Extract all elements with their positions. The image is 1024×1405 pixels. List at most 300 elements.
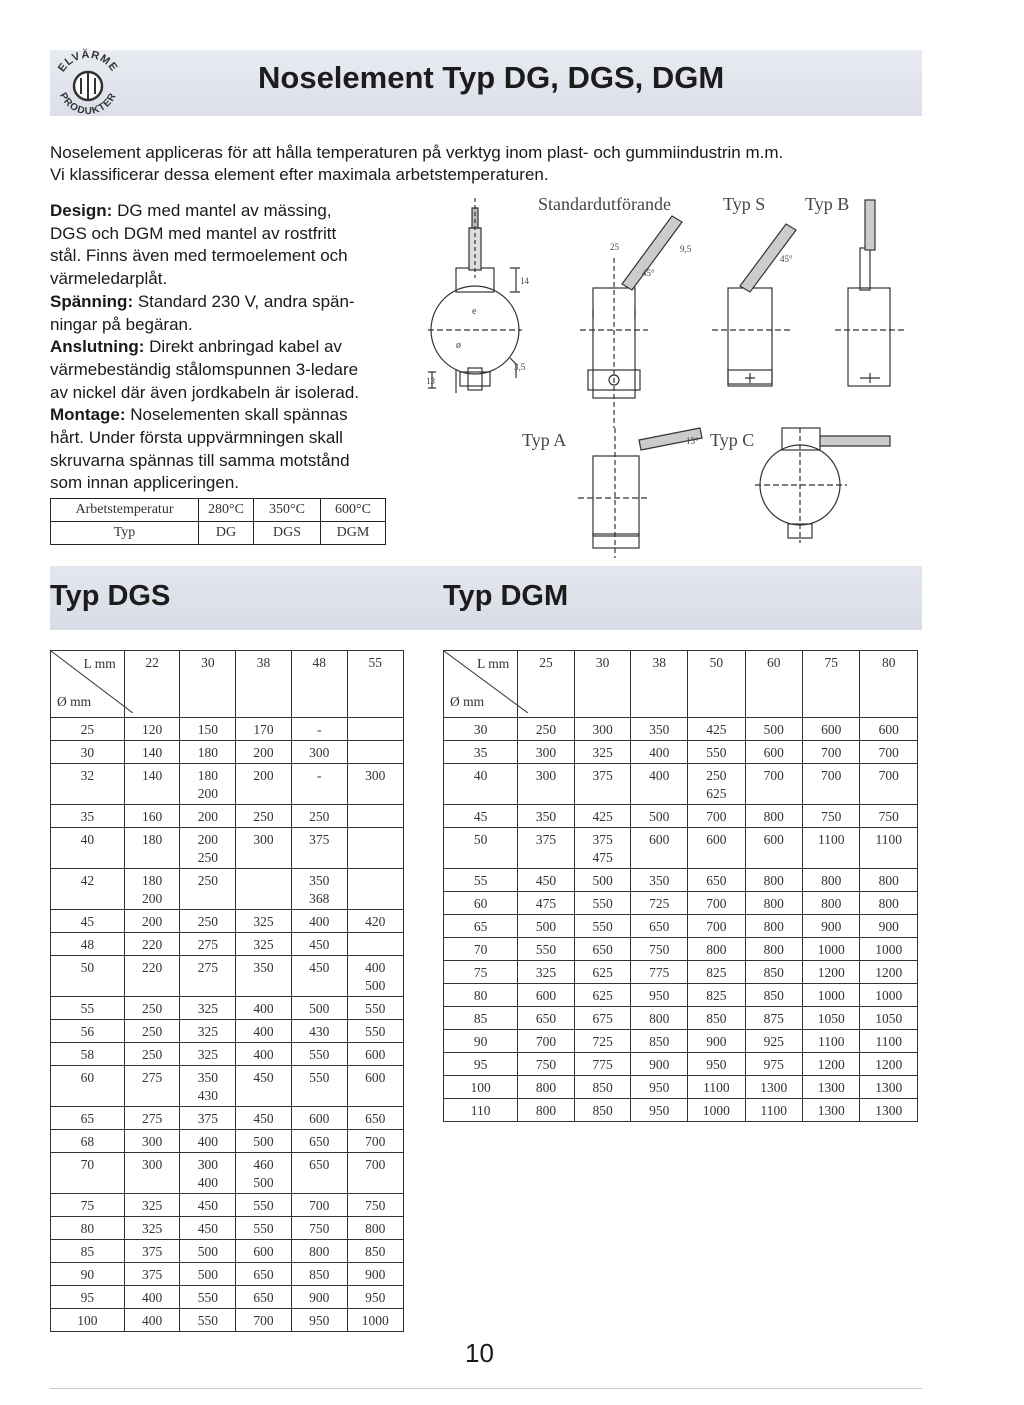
connection-text: värmebeständig stålomspunnen 3-ledare: [50, 359, 359, 379]
wattage-cell: 180 200: [180, 764, 236, 805]
wattage-cell: 450: [236, 1066, 292, 1107]
wattage-cell: 450: [291, 956, 347, 997]
wattage-cell: 650: [688, 869, 745, 892]
wattage-cell: 800: [347, 1217, 403, 1240]
wattage-cell: 400: [291, 910, 347, 933]
wattage-cell: 1200: [803, 961, 860, 984]
wattage-cell: 500: [518, 915, 575, 938]
wattage-cell: 600: [745, 741, 802, 764]
wattage-cell: 350: [631, 869, 688, 892]
table-row: [444, 1053, 918, 1076]
wattage-cell: 750: [803, 805, 860, 828]
wattage-cell: 800: [803, 892, 860, 915]
diameter-cell: 35: [51, 805, 125, 828]
wattage-cell: 700: [688, 892, 745, 915]
wattage-cell: 1000: [860, 984, 918, 1007]
wattage-cell: [347, 741, 403, 764]
temp-table-row: [51, 522, 386, 545]
wattage-cell: 700: [236, 1309, 292, 1332]
diameter-cell: 90: [444, 1030, 518, 1053]
dim-25: 25: [610, 242, 619, 252]
diameter-cell: 75: [51, 1194, 125, 1217]
diameter-cell: 90: [51, 1263, 125, 1286]
wattage-cell: 350 430: [180, 1066, 236, 1107]
table-row: [51, 910, 404, 933]
wattage-cell: 350: [236, 956, 292, 997]
dim-45b: 45°: [780, 254, 793, 264]
elvarme-logo: [48, 44, 128, 124]
wattage-cell: 250: [236, 805, 292, 828]
table-row: [444, 718, 918, 741]
table-row: [51, 718, 404, 741]
table-header-row: [51, 651, 404, 718]
wattage-cell: 700: [347, 1153, 403, 1194]
wattage-cell: 180: [124, 828, 180, 869]
column-header: 60: [745, 651, 802, 718]
table-row: [51, 1194, 404, 1217]
wattage-cell: 650: [291, 1153, 347, 1194]
dim-phi: ø: [456, 340, 461, 351]
intro-text: [50, 142, 910, 186]
wattage-cell: 700: [803, 741, 860, 764]
wattage-cell: 550: [236, 1194, 292, 1217]
table-row: [444, 961, 918, 984]
section-title-dgs: Typ DGS: [50, 580, 171, 612]
wattage-cell: 600: [347, 1043, 403, 1066]
wattage-cell: 425: [574, 805, 631, 828]
wattage-cell: 725: [574, 1030, 631, 1053]
temperature-table: [50, 498, 386, 545]
wattage-cell: 1300: [860, 1099, 918, 1122]
wattage-cell: 450: [180, 1217, 236, 1240]
table-row: [51, 764, 404, 805]
wattage-cell: 825: [688, 961, 745, 984]
table-row: [51, 1217, 404, 1240]
wattage-cell: 400: [236, 1043, 292, 1066]
mounting-text: som innan appliceringen.: [50, 473, 240, 493]
wattage-cell: 800: [518, 1076, 575, 1099]
wattage-cell: 550: [347, 997, 403, 1020]
wattage-cell: 600: [860, 718, 918, 741]
intro-line-1: Noselement appliceras för att hålla temperaturen på verktyg inom plast- och gummiindustrin m.m.: [50, 143, 784, 162]
table-row: [444, 1007, 918, 1030]
wattage-cell: 400: [631, 764, 688, 805]
svg-text:ELVÄRME: [56, 48, 120, 74]
wattage-cell: 400: [124, 1286, 180, 1309]
wattage-cell: 300: [124, 1153, 180, 1194]
wattage-cell: 400 500: [347, 956, 403, 997]
table-row: [51, 805, 404, 828]
table-row: [444, 1030, 918, 1053]
diameter-cell: 58: [51, 1043, 125, 1066]
wattage-cell: 725: [631, 892, 688, 915]
wattage-cell: 300: [347, 764, 403, 805]
wattage-cell: 450: [518, 869, 575, 892]
wattage-cell: 775: [631, 961, 688, 984]
table-row: [444, 764, 918, 805]
wattage-cell: 700: [688, 805, 745, 828]
diameter-cell: 50: [444, 828, 518, 869]
wattage-cell: 1050: [803, 1007, 860, 1030]
table-row: [51, 1130, 404, 1153]
table-row: [51, 828, 404, 869]
wattage-cell: 250: [124, 997, 180, 1020]
section-title-dgm: Typ DGM: [443, 580, 569, 612]
wattage-cell: 275: [124, 1107, 180, 1130]
diameter-cell: 48: [51, 933, 125, 956]
wattage-cell: 500: [291, 997, 347, 1020]
diameter-cell: 80: [444, 984, 518, 1007]
wattage-cell: 1050: [860, 1007, 918, 1030]
wattage-cell: 425: [688, 718, 745, 741]
temp-cell: DGS: [254, 522, 321, 545]
table-row: [444, 984, 918, 1007]
wattage-cell: 600: [347, 1066, 403, 1107]
wattage-cell: 550: [574, 892, 631, 915]
wattage-cell: 1100: [860, 828, 918, 869]
table-row: [51, 1286, 404, 1309]
table-corner-cell: [444, 651, 518, 718]
d-mm-label: Ø mm: [450, 694, 485, 709]
wattage-cell: 850: [745, 984, 802, 1007]
diameter-cell: 42: [51, 869, 125, 910]
table-row: [51, 933, 404, 956]
connection-label: Anslutning:: [50, 337, 145, 357]
table-row: [51, 1309, 404, 1332]
table-row: [444, 741, 918, 764]
diameter-cell: 30: [444, 718, 518, 741]
wattage-cell: 400: [236, 1020, 292, 1043]
wattage-cell: [347, 805, 403, 828]
label-typ-b: Typ B: [805, 194, 850, 214]
label-standard: Standardutförande: [538, 194, 671, 214]
label-typ-s: Typ S: [723, 194, 766, 214]
diameter-cell: 75: [444, 961, 518, 984]
wattage-cell: 1200: [860, 1053, 918, 1076]
diameter-cell: 60: [51, 1066, 125, 1107]
wattage-cell: 850: [688, 1007, 745, 1030]
temp-cell: DG: [199, 522, 254, 545]
label-typ-c: Typ C: [710, 430, 755, 450]
wattage-cell: 375: [518, 828, 575, 869]
wattage-cell: 400: [236, 997, 292, 1020]
wattage-cell: 550: [347, 1020, 403, 1043]
wattage-cell: 500: [180, 1263, 236, 1286]
wattage-cell: 600: [631, 828, 688, 869]
wattage-cell: 500: [631, 805, 688, 828]
wattage-cell: 300: [518, 741, 575, 764]
wattage-cell: 325: [124, 1217, 180, 1240]
wattage-cell: 375: [180, 1107, 236, 1130]
temp-table-row: [51, 499, 386, 522]
wattage-cell: 250: [180, 869, 236, 910]
wattage-cell: 350: [631, 718, 688, 741]
wattage-cell: 325: [236, 910, 292, 933]
temp-cell: 350°C: [254, 499, 321, 522]
wattage-cell: 800: [688, 938, 745, 961]
wattage-cell: 700: [291, 1194, 347, 1217]
d-mm-label: Ø mm: [57, 694, 92, 709]
wattage-cell: 800: [745, 869, 802, 892]
wattage-cell: 1100: [803, 1030, 860, 1053]
design-label: Design:: [50, 201, 113, 220]
page-number: 10: [465, 1338, 494, 1368]
wattage-cell: 550: [180, 1309, 236, 1332]
diameter-cell: 32: [51, 764, 125, 805]
wattage-cell: 550: [291, 1043, 347, 1066]
wattage-cell: 250: [124, 1020, 180, 1043]
wattage-cell: 420: [347, 910, 403, 933]
wattage-cell: 550: [236, 1217, 292, 1240]
design-text: DGS och DGM med mantel av rostfritt: [50, 223, 337, 243]
wattage-cell: 650: [631, 915, 688, 938]
wattage-cell: 925: [745, 1030, 802, 1053]
wattage-cell: 850: [347, 1240, 403, 1263]
wattage-cell: 325: [518, 961, 575, 984]
wattage-cell: 430: [291, 1020, 347, 1043]
wattage-cell: 475: [518, 892, 575, 915]
diameter-cell: 65: [444, 915, 518, 938]
wattage-cell: 450: [291, 933, 347, 956]
dim-13: 13: [426, 376, 435, 386]
wattage-cell: 1300: [745, 1076, 802, 1099]
technical-drawing: [410, 188, 910, 558]
wattage-cell: 160: [124, 805, 180, 828]
dim-9-5: 9,5: [680, 244, 692, 254]
wattage-cell: 900: [347, 1263, 403, 1286]
wattage-cell: 800: [631, 1007, 688, 1030]
diameter-cell: 95: [51, 1286, 125, 1309]
wattage-cell: 375: [124, 1240, 180, 1263]
table-row: [51, 1153, 404, 1194]
table-row: [444, 1076, 918, 1099]
wattage-cell: [347, 869, 403, 910]
wattage-cell: 250: [124, 1043, 180, 1066]
wattage-cell: 325: [180, 1043, 236, 1066]
wattage-cell: 650: [347, 1107, 403, 1130]
diameter-cell: 35: [444, 741, 518, 764]
wattage-cell: 850: [745, 961, 802, 984]
logo-text-top: ELVÄRME: [55, 48, 121, 75]
wattage-cell: 625: [574, 984, 631, 1007]
wattage-cell: 850: [291, 1263, 347, 1286]
diameter-cell: 85: [444, 1007, 518, 1030]
wattage-cell: 170: [236, 718, 292, 741]
wattage-cell: 250: [291, 805, 347, 828]
wattage-cell: 1000: [803, 984, 860, 1007]
diameter-cell: 65: [51, 1107, 125, 1130]
diameter-cell: 100: [444, 1076, 518, 1099]
wattage-cell: 400: [631, 741, 688, 764]
table-row: [444, 805, 918, 828]
label-typ-a: Typ A: [522, 430, 567, 450]
table-row: [444, 915, 918, 938]
spec-block: [50, 200, 395, 495]
column-header: 50: [688, 651, 745, 718]
diameter-cell: 56: [51, 1020, 125, 1043]
wattage-cell: 750: [347, 1194, 403, 1217]
temp-cell: Arbetstemperatur: [51, 499, 199, 522]
wattage-cell: 275: [180, 956, 236, 997]
diameter-cell: 60: [444, 892, 518, 915]
wattage-cell: 1300: [803, 1076, 860, 1099]
wattage-cell: 600: [291, 1107, 347, 1130]
mounting-text: hårt. Under första uppvärmningen skall: [50, 428, 343, 448]
table-row: [51, 869, 404, 910]
wattage-cell: 460 500: [236, 1153, 292, 1194]
table-row: [444, 828, 918, 869]
wattage-cell: 650: [236, 1263, 292, 1286]
voltage-label: Spänning:: [50, 291, 134, 311]
design-text: värmeledarplåt.: [50, 269, 168, 289]
wattage-cell: 300 400: [180, 1153, 236, 1194]
wattage-cell: 600: [803, 718, 860, 741]
wattage-cell: 550: [574, 915, 631, 938]
wattage-cell: 500: [236, 1130, 292, 1153]
table-corner-cell: [51, 651, 125, 718]
wattage-cell: 825: [688, 984, 745, 1007]
wattage-cell: 500: [180, 1240, 236, 1263]
logo-text-bottom: PRODUKTER: [57, 90, 119, 118]
wattage-cell: 120: [124, 718, 180, 741]
wattage-cell: 650: [574, 938, 631, 961]
mounting-label: Montage:: [50, 405, 126, 425]
table-row: [444, 938, 918, 961]
wattage-cell: 350 368: [291, 869, 347, 910]
wattage-cell: 700: [860, 741, 918, 764]
wattage-cell: 700: [688, 915, 745, 938]
wattage-cell: 1000: [860, 938, 918, 961]
wattage-cell: 400: [180, 1130, 236, 1153]
wattage-cell: 750: [518, 1053, 575, 1076]
table-row: [51, 1043, 404, 1066]
wattage-cell: 500: [574, 869, 631, 892]
wattage-cell: 900: [291, 1286, 347, 1309]
wattage-cell: 500: [745, 718, 802, 741]
wattage-cell: 275: [180, 933, 236, 956]
wattage-cell: [236, 869, 292, 910]
wattage-cell: 400: [124, 1309, 180, 1332]
column-header: 30: [574, 651, 631, 718]
diameter-cell: 25: [51, 718, 125, 741]
wattage-cell: 550: [180, 1286, 236, 1309]
wattage-cell: 900: [631, 1053, 688, 1076]
wattage-cell: 300: [574, 718, 631, 741]
column-header: 22: [124, 651, 180, 718]
mounting-text: skruvarna spännas till samma motstånd: [50, 450, 350, 470]
wattage-cell: 1000: [688, 1099, 745, 1122]
dim-15: 15°: [686, 436, 699, 446]
wattage-cell: 140: [124, 741, 180, 764]
wattage-cell: 450: [236, 1107, 292, 1130]
diameter-cell: 50: [51, 956, 125, 997]
table-row: [444, 892, 918, 915]
wattage-cell: 900: [803, 915, 860, 938]
connection-text: av nickel där även jordkabeln är isolerad.: [50, 382, 360, 402]
wattage-cell: 950: [631, 1076, 688, 1099]
bottom-rule: [50, 1388, 922, 1389]
wattage-cell: 1000: [347, 1309, 403, 1332]
wattage-cell: 325: [180, 1020, 236, 1043]
wattage-cell: 775: [574, 1053, 631, 1076]
wattage-cell: 180: [180, 741, 236, 764]
diameter-cell: 30: [51, 741, 125, 764]
wattage-cell: 140: [124, 764, 180, 805]
dim-45a: 45°: [642, 268, 655, 278]
wattage-cell: 180 200: [124, 869, 180, 910]
connection-text: Direkt anbringad kabel av: [144, 337, 342, 357]
wattage-cell: 275: [124, 1066, 180, 1107]
wattage-cell: 700: [860, 764, 918, 805]
voltage-text: ningar på begäran.: [50, 314, 193, 334]
wattage-cell: 800: [745, 805, 802, 828]
wattage-cell: 1300: [803, 1099, 860, 1122]
wattage-cell: 800: [803, 869, 860, 892]
wattage-cell: 900: [688, 1030, 745, 1053]
column-header: 38: [236, 651, 292, 718]
wattage-cell: 875: [745, 1007, 802, 1030]
table-row: [51, 741, 404, 764]
dim-14: 14: [520, 276, 529, 286]
table-row: [444, 869, 918, 892]
diameter-cell: 55: [444, 869, 518, 892]
wattage-cell: 325: [236, 933, 292, 956]
intro-line-2: Vi klassificerar dessa element efter maximala arbetstemperaturen.: [50, 165, 549, 184]
column-header: 25: [518, 651, 575, 718]
table-row: [51, 1020, 404, 1043]
wattage-cell: 200 250: [180, 828, 236, 869]
table-row: [51, 1263, 404, 1286]
diameter-cell: 55: [51, 997, 125, 1020]
wattage-cell: 800: [745, 938, 802, 961]
wattage-cell: 550: [518, 938, 575, 961]
wattage-cell: 250: [180, 910, 236, 933]
wattage-cell: 800: [518, 1099, 575, 1122]
wattage-cell: 950: [688, 1053, 745, 1076]
wattage-cell: 250 625: [688, 764, 745, 805]
design-text: DG med mantel av mässing,: [112, 201, 332, 220]
diameter-cell: 80: [51, 1217, 125, 1240]
wattage-cell: 325: [124, 1194, 180, 1217]
wattage-cell: [347, 718, 403, 741]
wattage-cell: 850: [631, 1030, 688, 1053]
temp-cell: 600°C: [321, 499, 386, 522]
dim-e: e: [472, 306, 477, 317]
diameter-cell: 40: [444, 764, 518, 805]
wattage-cell: 800: [745, 892, 802, 915]
wattage-cell: 750: [631, 938, 688, 961]
temp-cell: Typ: [51, 522, 199, 545]
wattage-cell: 950: [631, 1099, 688, 1122]
wattage-cell: 800: [745, 915, 802, 938]
wattage-cell: 220: [124, 956, 180, 997]
wattage-cell: 1100: [803, 828, 860, 869]
wattage-cell: 350: [518, 805, 575, 828]
wattage-cell: 750: [860, 805, 918, 828]
wattage-cell: 200: [180, 805, 236, 828]
wattage-cell: 600: [518, 984, 575, 1007]
table-row: [51, 1240, 404, 1263]
wattage-cell: 975: [745, 1053, 802, 1076]
temp-cell: 280°C: [199, 499, 254, 522]
wattage-cell: 750: [291, 1217, 347, 1240]
diameter-cell: 110: [444, 1099, 518, 1122]
column-header: 48: [291, 651, 347, 718]
wattage-cell: 850: [574, 1076, 631, 1099]
wattage-cell: 150: [180, 718, 236, 741]
wattage-cell: 550: [291, 1066, 347, 1107]
wattage-cell: 1000: [803, 938, 860, 961]
